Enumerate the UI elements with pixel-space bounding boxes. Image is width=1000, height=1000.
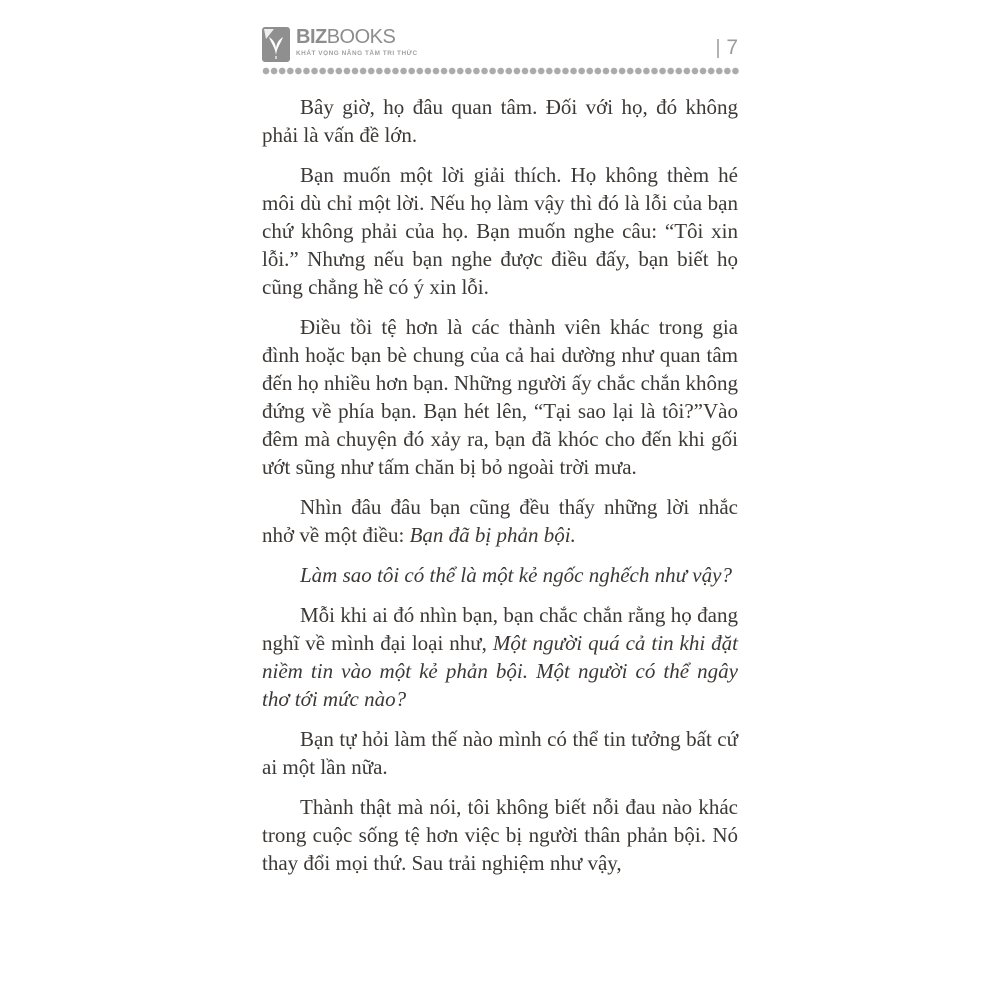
paragraph [262,561,738,589]
paragraph [262,493,738,549]
logo-title-bold: BIZ [296,26,327,48]
logo-text-block [296,27,418,57]
paragraph-segment-italic: Làm sao tôi có thể là một kẻ ngốc nghếch như vậy? [300,563,732,587]
paragraph-segment: Bạn muốn một lời giải thích. Họ không thèm hé môi dù chỉ một lời. Nếu họ làm vậy thì đó là lỗi của bạn chứ không phải của họ. Bạn muốn nghe câu: “Tôi xin lỗi.” Nhưng nếu bạn nghe được điều đấy, bạn biết họ cũng chẳng hề có ý xin lỗi. [262,163,738,299]
logo-title [296,27,418,47]
page-text [262,93,738,889]
paragraph [262,161,738,301]
page-number-separator [717,39,719,58]
paragraph [262,93,738,149]
paragraph-segment: Thành thật mà nói, tôi không biết nỗi đau nào khác trong cuộc sống tệ hơn việc bị người thân phản bội. Nó thay đổi mọi thứ. Sau trải nghiệm như vậy, [262,795,738,875]
logo-title-light: BOOKS [326,26,396,48]
paragraph-segment: Mỗi khi ai đó nhìn bạn, bạn chắc chắn rằng họ đang nghĩ về mình đại loại như, [262,603,738,655]
paragraph [262,725,738,781]
paragraph-segment: Nhìn đâu đâu bạn cũng đều thấy những lời nhắc nhở về một điều: [262,495,738,547]
logo-tagline: KHÁT VỌNG NÂNG TẦM TRI THỨC [296,50,418,57]
paragraph [262,601,738,713]
paragraph-segment: Bạn tự hỏi làm thế nào mình có thể tin tưởng bất cứ ai một lần nữa. [262,727,738,779]
paragraph-segment: Bây giờ, họ đâu quan tâm. Đối với họ, đó không phải là vấn đề lớn. [262,95,738,147]
beaded-divider [262,67,739,75]
page-header [262,27,738,62]
paragraph [262,313,738,481]
paragraph-segment-italic: Bạn đã bị phản bội. [409,523,576,547]
page-number: 7 [726,36,738,59]
book-icon [262,27,290,62]
paragraph [262,793,738,877]
publisher-logo [262,27,418,62]
paragraph-segment-italic: Một người quá cả tin khi đặt niềm tin vào một kẻ phản bội. Một người có thể ngây thơ tới mức nào? [262,631,738,711]
paragraph-segment: Điều tồi tệ hơn là các thành viên khác trong gia đình hoặc bạn bè chung của cả hai dường như quan tâm đến họ nhiều hơn bạn. Những người ấy chắc chắn không đứng về phía bạn. Bạn hét lên, “Tại sao lại là tôi?”Vào đêm mà chuyện đó xảy ra, bạn đã khóc cho đến khi gối ướt sũng như tấm chăn bị bỏ ngoài trời mưa. [262,315,738,479]
page-number-group [717,36,738,62]
